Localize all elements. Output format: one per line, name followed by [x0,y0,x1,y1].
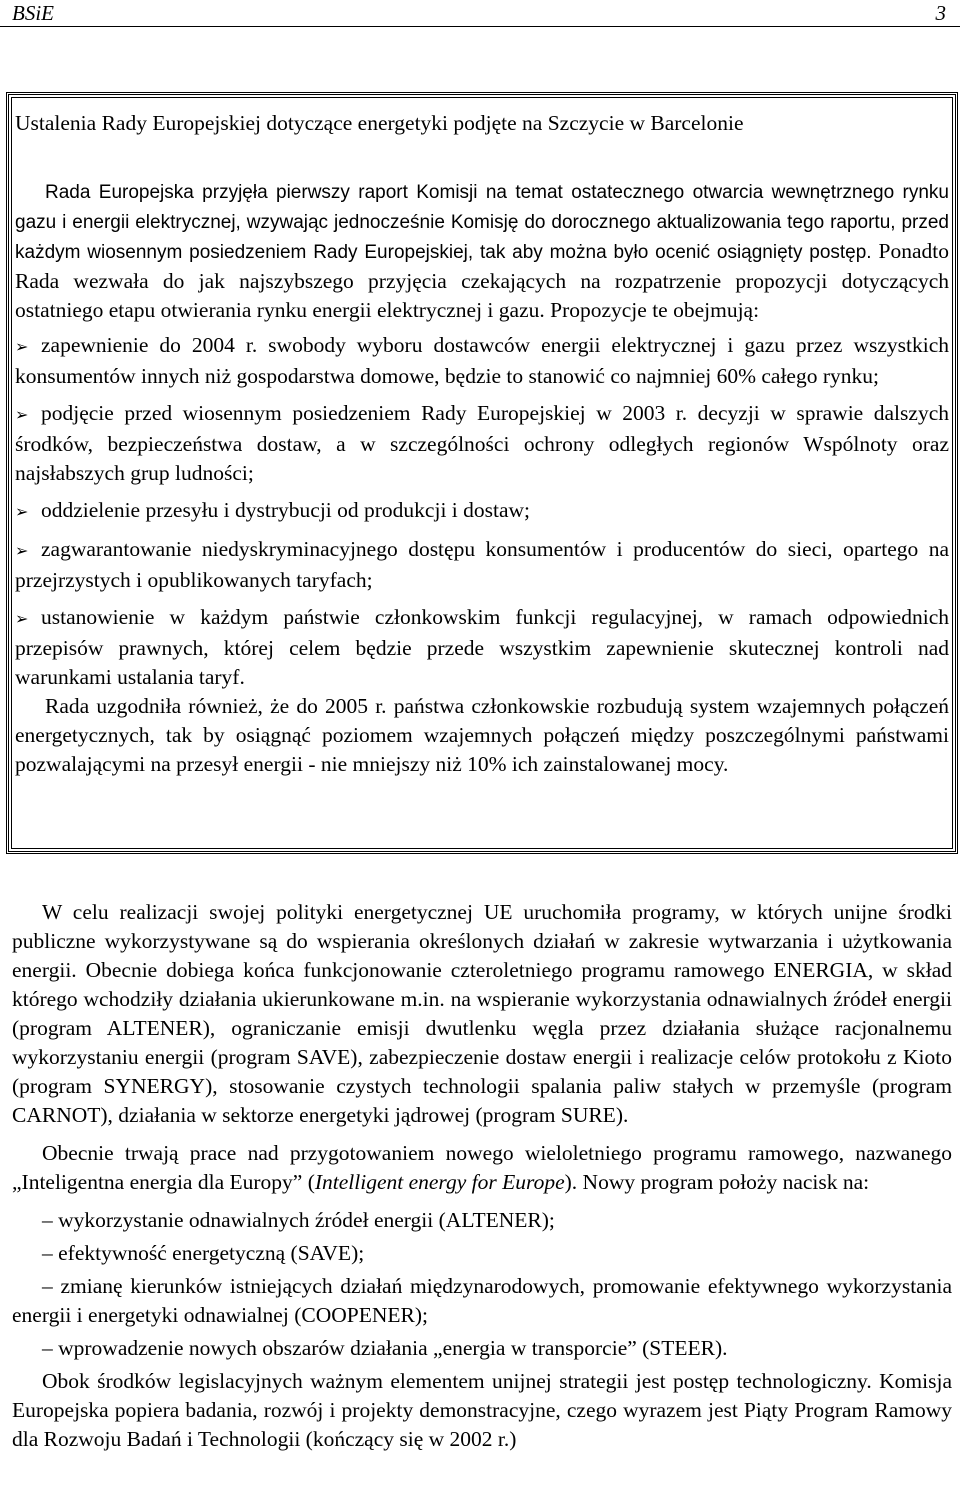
paragraph-programs: W celu realizacji swojej polityki energetycznej UE uruchomiła programy, w których unijne środki publiczne wykorzystywane są do wspierania określonych działań w zakresie wytwarzania i użytkowania energii. Obecnie dobiega końca funkcjonowanie czteroletniego programu ramowego ENERGIA, w skład którego wchodziły działania ukierunkowane m.in. na wspieranie wykorzystania odnawialnych źródeł energii (program ALTENER), ograniczanie emisji dwutlenku węgla przez działania służące racjonalnemu wykorzystaniu energii (program SAVE), zabezpieczenie dostaw energii i realizacje celów protokołu z Kioto (program SYNERGY), stosowanie czystych technologii spalania paliw stałych w przemyśle (program CARNOT), działania w sektorze energetyki jądrowej (program SURE). [12,900,952,1127]
arrow-bullet-icon: ➢ [15,611,29,628]
list-item: ➢ podjęcie przed wiosennym posiedzeniem Rady Europejskiej w 2003 r. decyzji w sprawie dalszych środków, bezpieczeństwa dostaw, a w szczególności ochrony odległych regionów Wspólnoty oraz najsłabszych grup ludności; [15,401,949,485]
dash-item: – wprowadzenie nowych obszarów działania „energia w transporcie” (STEER). [42,1336,728,1360]
list-item: ➢ zapewnienie do 2004 r. swobody wyboru dostawców energii elektrycznej i gazu przez wszystkich konsumentów innych niż gospodarstwa domowe, będzie to stanowić co najmniej 60% całego rynku; [15,333,949,388]
arrow-bullet-icon: ➢ [15,407,29,424]
box-intro-rest: Ponadto Rada wezwała do jak najszybszego przyjęcia czekających na rozpatrzenie propozycji dotyczących ostatniego etapu otwierania rynku energii elektrycznej i gazu. Propozycje te obejmują: [15,239,949,322]
box-intro-sans: Rada Europejska przyjęła pierwszy raport Komisji na temat ostatecznego otwarcia wewnętrznego rynku gazu i energii elektrycznej, wzywając jednocześnie Komisję do dorocznego aktualizowania tego raportu, przed każdym wiosennym posiedzeniem Rady Europejskiej, tak aby można było ocenić osiągnięty postęp. [15,182,949,263]
page-number: 3 [935,1,946,25]
boxed-section [6,92,958,854]
list-item: ➢ ustanowienie w każdym państwie członkowskim funkcji regulacyjnej, w ramach odpowiednich przepisów prawnych, której celem będzie przede wszystkim zapewnienie skutecznej kontroli nad warunkami ustalania taryf. [15,605,949,689]
list-item: ➢ oddzielenie przesyłu i dystrybucji od produkcji i dostaw; [15,496,949,527]
box-title: Ustalenia Rady Europejskiej dotyczące energetyki podjęte na Szczycie w Barcelonie [15,111,744,135]
main-text [12,898,952,1463]
box-intro [15,177,949,325]
arrow-bullet-icon: ➢ [15,504,29,521]
dash-item: – wykorzystanie odnawialnych źródeł energii (ALTENER); [42,1208,555,1232]
page-header [0,0,960,27]
arrow-bullet-icon: ➢ [15,339,29,356]
proposal-list [15,331,949,692]
arrow-bullet-icon: ➢ [15,543,29,560]
dash-item: – efektywność energetyczną (SAVE); [42,1241,365,1265]
list-item: ➢ zagwarantowanie niedyskryminacyjnego dostępu konsumentów i producentów do sieci, opartego na przejrzystych i opublikowanych taryfach; [15,537,949,592]
paragraph-research: Obok środków legislacyjnych ważnym elementem unijnej strategii jest postęp technologiczny. Komisja Europejska popiera badania, rozwój i projekty demonstracyjne, czego wyrazem jest Piąty Program Ramowy dla Rozwoju Badań i Technologii (kończący się w 2002 r.) [12,1369,952,1451]
header-journal: BSiE [12,1,54,25]
dash-item: – zmianę kierunków istniejących działań międzynarodowych, promowanie efektywnego wykorzystania energii i energetyki odnawialnej (COOPENER); [12,1274,952,1327]
paragraph-new-program: Obecnie trwają prace nad przygotowaniem nowego wieloletniego programu ramowego, nazwanego „Inteligentna energia dla Europy” (Intelligent energy for Europe). Nowy program położy nacisk na: [12,1141,952,1194]
box-closing: Rada uzgodniła również, że do 2005 r. państwa członkowskie rozbudują system wzajemnych połączeń energetycznych, tak by osiągnąć poziomem wzajemnych połączeń między poszczególnymi państwami pozwalającymi na przesył energii - nie mniejszy niż 10% ich zainstalowanej mocy. [15,694,949,776]
